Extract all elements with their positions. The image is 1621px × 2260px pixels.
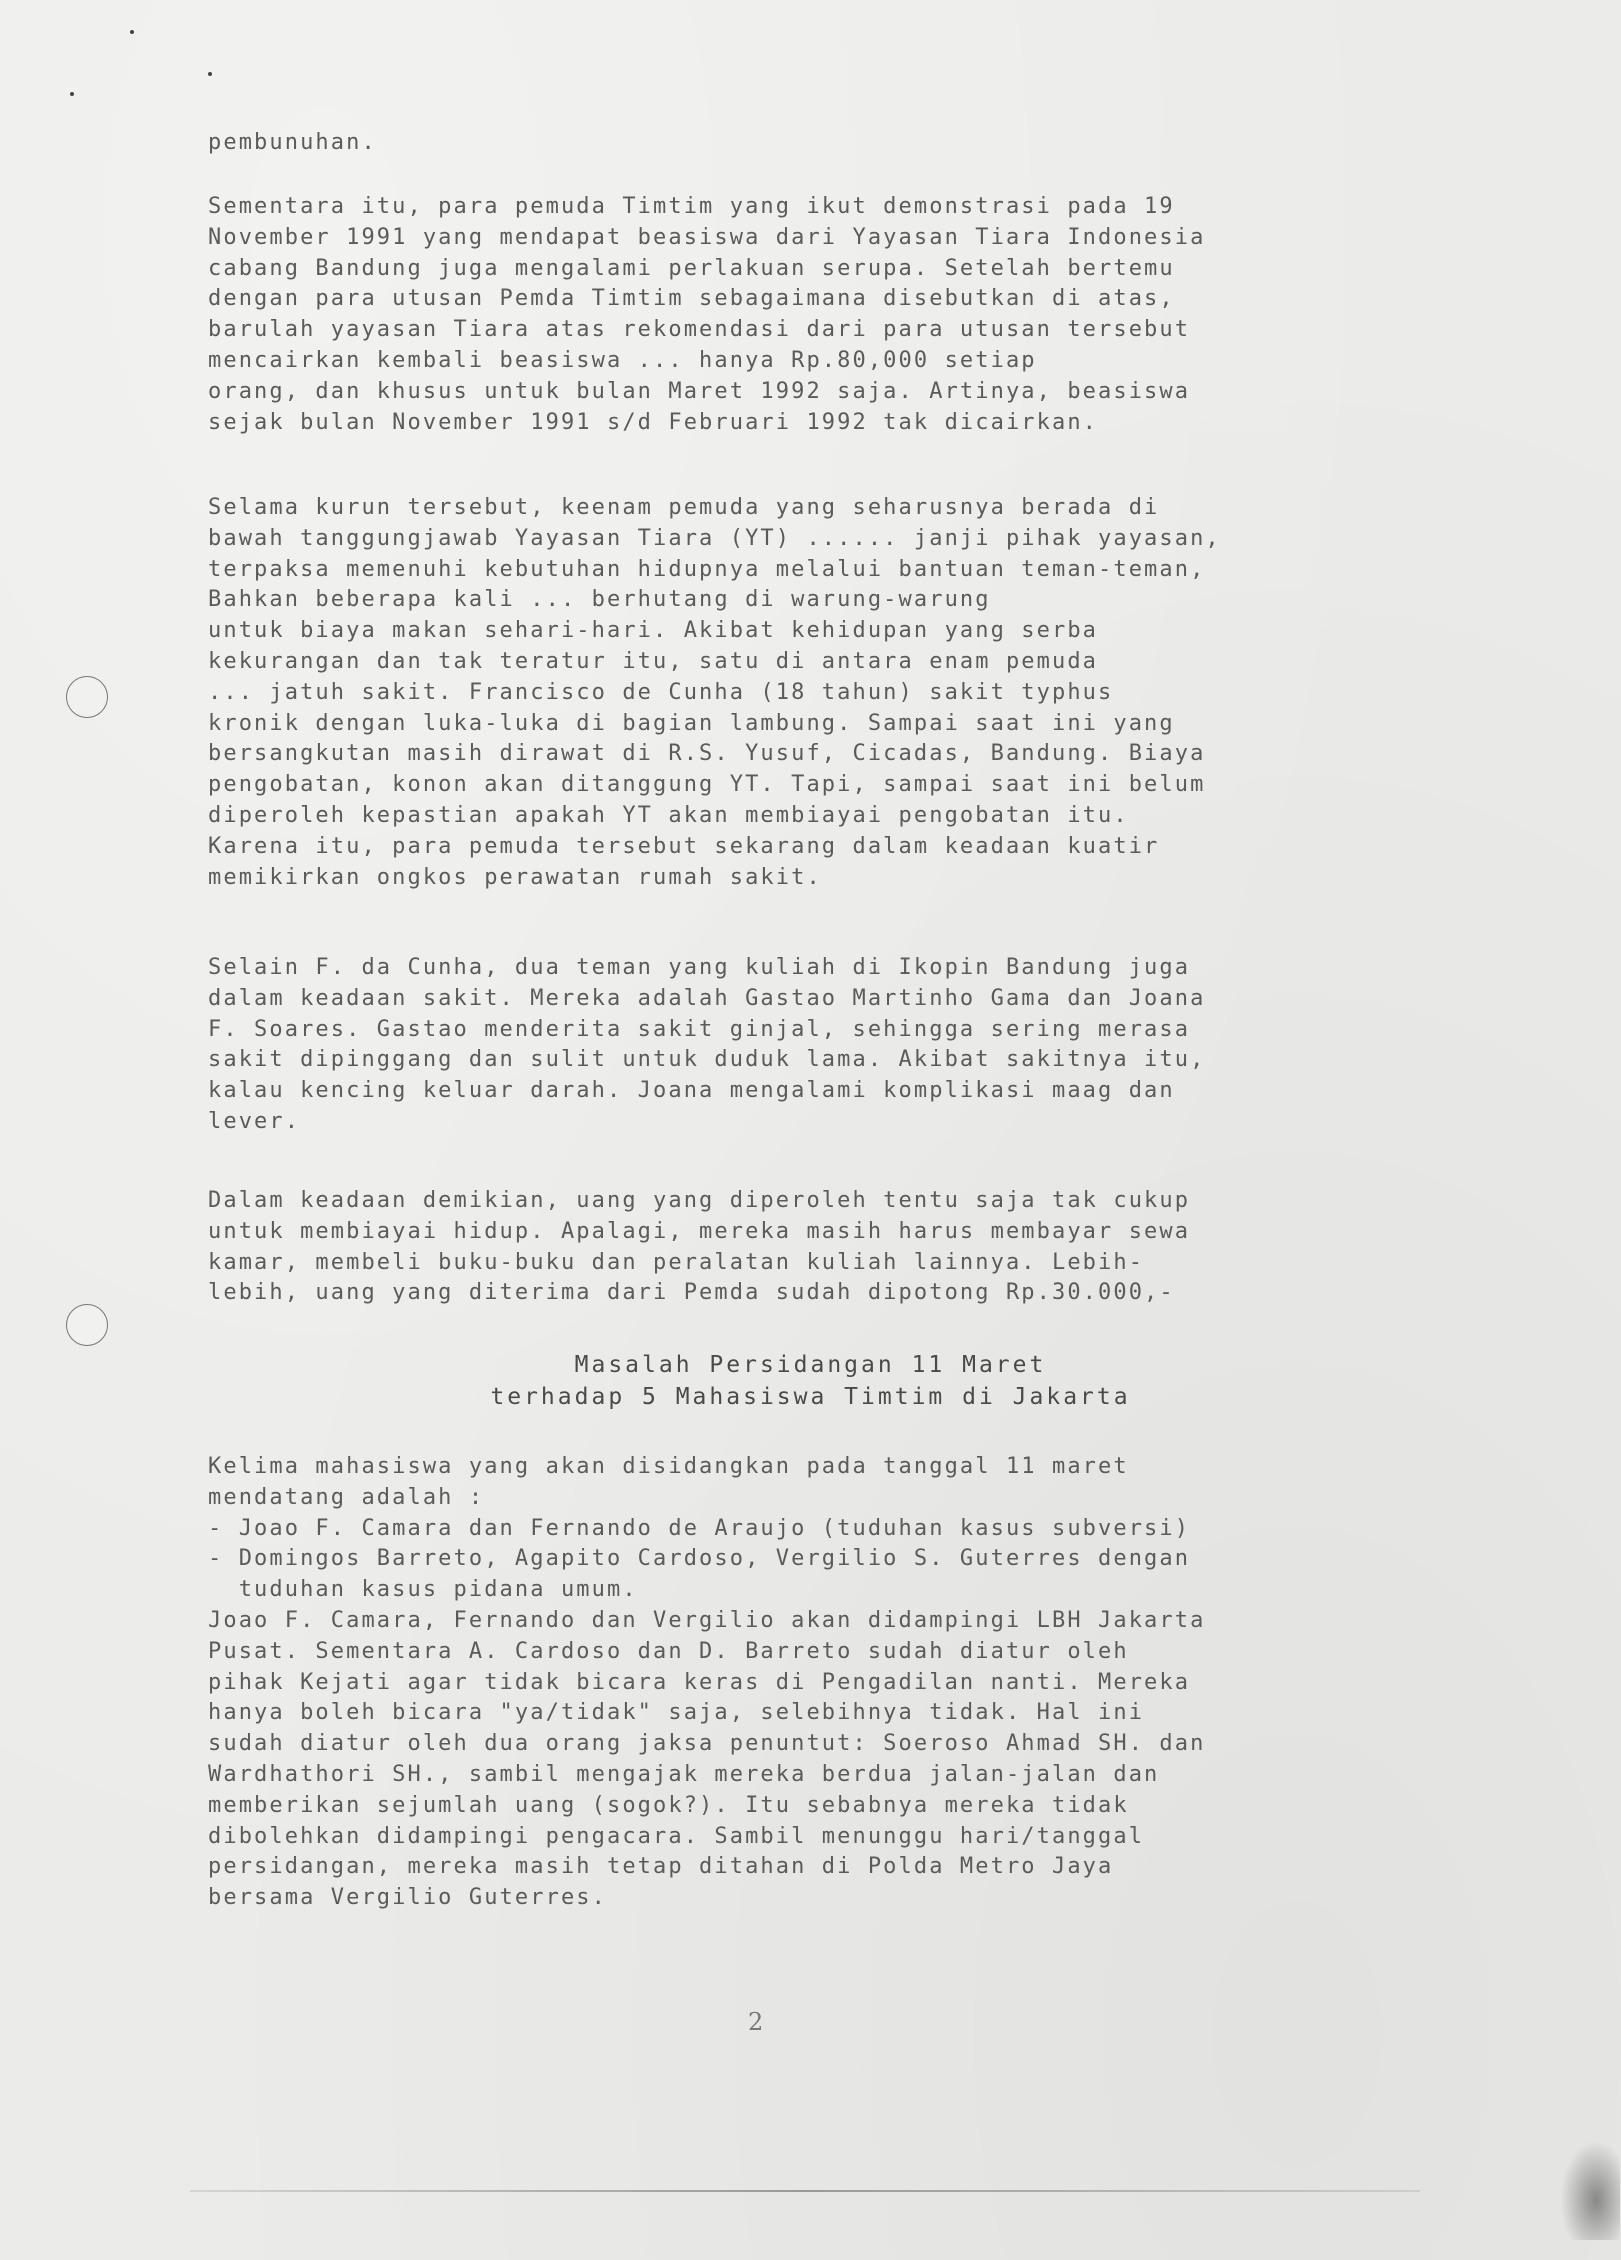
text-line: persidangan, mereka masih tetap ditahan di Polda Metro Jaya xyxy=(208,1854,1114,1880)
text-line: dibolehkan didampingi pengacara. Sambil menunggu hari/tanggal xyxy=(208,1823,1145,1849)
text-line: memberikan sejumlah uang (sogok?). Itu sebabnya mereka tidak xyxy=(208,1792,1129,1818)
text-line: terpaksa memenuhi kebutuhan hidupnya melalui bantuan teman-teman, xyxy=(208,556,1206,582)
text-line: Joao F. Camara, Fernando dan Vergilio akan didampingi LBH Jakarta xyxy=(208,1607,1206,1633)
text-line: ... jatuh sakit. Francisco de Cunha (18 tahun) sakit typhus xyxy=(208,679,1114,705)
speck xyxy=(130,30,134,34)
text-line: pihak Kejati agar tidak bicara keras di Pengadilan nanti. Mereka xyxy=(208,1669,1191,1695)
text-line: dalam keadaan sakit. Mereka adalah Gastao Martinho Gama dan Joana xyxy=(208,985,1206,1011)
corner-smudge xyxy=(1560,2140,1620,2240)
text-line: sudah diatur oleh dua orang jaksa penuntut: Soeroso Ahmad SH. dan xyxy=(208,1731,1206,1757)
text-line: untuk biaya makan sehari-hari. Akibat kehidupan yang serba xyxy=(208,618,1099,644)
text-line: diperoleh kepastian apakah YT akan membiayai pengobatan itu. xyxy=(208,802,1129,828)
text-line: pembunuhan. xyxy=(208,130,377,155)
paragraph-4 xyxy=(208,1186,1514,1309)
text-line: kekurangan dan tak teratur itu, satu di antara enam pemuda xyxy=(208,648,1099,674)
text-line: sejak bulan November 1991 s/d Februari 1992 tak dicairkan. xyxy=(208,409,1099,435)
text-line: Kelima mahasiswa yang akan disidangkan pada tanggal 11 maret xyxy=(208,1454,1129,1479)
paragraph-1 xyxy=(208,192,1514,438)
text-line: bersama Vergilio Guterres. xyxy=(208,1885,607,1911)
paragraph-0 xyxy=(208,128,1514,159)
text-line: - Joao F. Camara dan Fernando de Araujo (tuduhan kasus subversi) xyxy=(208,1515,1191,1541)
paragraph-3 xyxy=(208,953,1514,1138)
paragraph-2 xyxy=(208,493,1514,893)
text-line: tuduhan kasus pidana umum. xyxy=(208,1577,638,1603)
text-line: untuk membiayai hidup. Apalagi, mereka masih harus membayar sewa xyxy=(208,1218,1191,1244)
text-line: Bahkan beberapa kali ... berhutang di warung-warung xyxy=(208,587,991,613)
text-line: Dalam keadaan demikian, uang yang diperoleh tentu saja tak cukup xyxy=(208,1188,1191,1213)
text-line: bersangkutan masih dirawat di R.S. Yusuf, Cicadas, Bandung. Biaya xyxy=(208,741,1206,767)
text-line: bawah tanggungjawab Yayasan Tiara (YT) ...... janji pihak yayasan, xyxy=(208,525,1221,551)
text-line: Selain F. da Cunha, dua teman yang kuliah di Ikopin Bandung juga xyxy=(208,955,1191,980)
text-line: barulah yayasan Tiara atas rekomendasi dari para utusan tersebut xyxy=(208,317,1191,343)
punch-hole-middle xyxy=(66,1304,108,1346)
text-line: lever. xyxy=(208,1108,301,1134)
speck xyxy=(70,92,74,96)
paragraph-5 xyxy=(208,1452,1514,1914)
section-heading-line-2: terhadap 5 Mahasiswa Timtim di Jakarta xyxy=(490,1384,1131,1410)
section-heading-line-1: Masalah Persidangan 11 Maret xyxy=(574,1352,1047,1378)
text-line: kronik dengan luka-luka di bagian lambung. Sampai saat ini yang xyxy=(208,710,1175,736)
text-line: memikirkan ongkos perawatan rumah sakit. xyxy=(208,864,822,890)
text-line: dengan para utusan Pemda Timtim sebagaimana disebutkan di atas, xyxy=(208,286,1175,312)
text-line: mendatang adalah : xyxy=(208,1484,485,1510)
text-line: Wardhathori SH., sambil mengajak mereka berdua jalan-jalan dan xyxy=(208,1761,1160,1787)
text-line: hanya boleh bicara "ya/tidak" saja, selebihnya tidak. Hal ini xyxy=(208,1700,1145,1726)
text-line: lebih, uang yang diterima dari Pemda sudah dipotong Rp.30.000,- xyxy=(208,1280,1175,1306)
text-line: kalau kencing keluar darah. Joana mengalami komplikasi maag dan xyxy=(208,1078,1175,1104)
text-line: F. Soares. Gastao menderita sakit ginjal, sehingga sering merasa xyxy=(208,1016,1191,1042)
text-line: November 1991 yang mendapat beasiswa dari Yayasan Tiara Indonesia xyxy=(208,224,1206,250)
text-line: Karena itu, para pemuda tersebut sekarang dalam keadaan kuatir xyxy=(208,833,1160,859)
bottom-scan-artifact xyxy=(190,2190,1420,2192)
text-line: mencairkan kembali beasiswa ... hanya Rp.80,000 setiap xyxy=(208,347,1037,373)
text-line: pengobatan, konon akan ditanggung YT. Tapi, sampai saat ini belum xyxy=(208,772,1206,798)
speck xyxy=(208,72,212,76)
text-line: sakit dipinggang dan sulit untuk duduk lama. Akibat sakitnya itu, xyxy=(208,1047,1206,1073)
text-line: kamar, membeli buku-buku dan peralatan kuliah lainnya. Lebih- xyxy=(208,1249,1145,1275)
text-line: Pusat. Sementara A. Cardoso dan D. Barreto sudah diatur oleh xyxy=(208,1638,1129,1664)
text-line: orang, dan khusus untuk bulan Maret 1992 saja. Artinya, beasiswa xyxy=(208,378,1191,404)
text-line: - Domingos Barreto, Agapito Cardoso, Vergilio S. Guterres dengan xyxy=(208,1546,1191,1572)
text-line: Sementara itu, para pemuda Timtim yang ikut demonstrasi pada 19 xyxy=(208,194,1175,219)
page-number: 2 xyxy=(748,2008,764,2036)
punch-hole-top xyxy=(66,676,108,718)
text-line: Selama kurun tersebut, keenam pemuda yang seharusnya berada di xyxy=(208,495,1160,520)
text-line: cabang Bandung juga mengalami perlakuan serupa. Setelah bertemu xyxy=(208,255,1175,281)
